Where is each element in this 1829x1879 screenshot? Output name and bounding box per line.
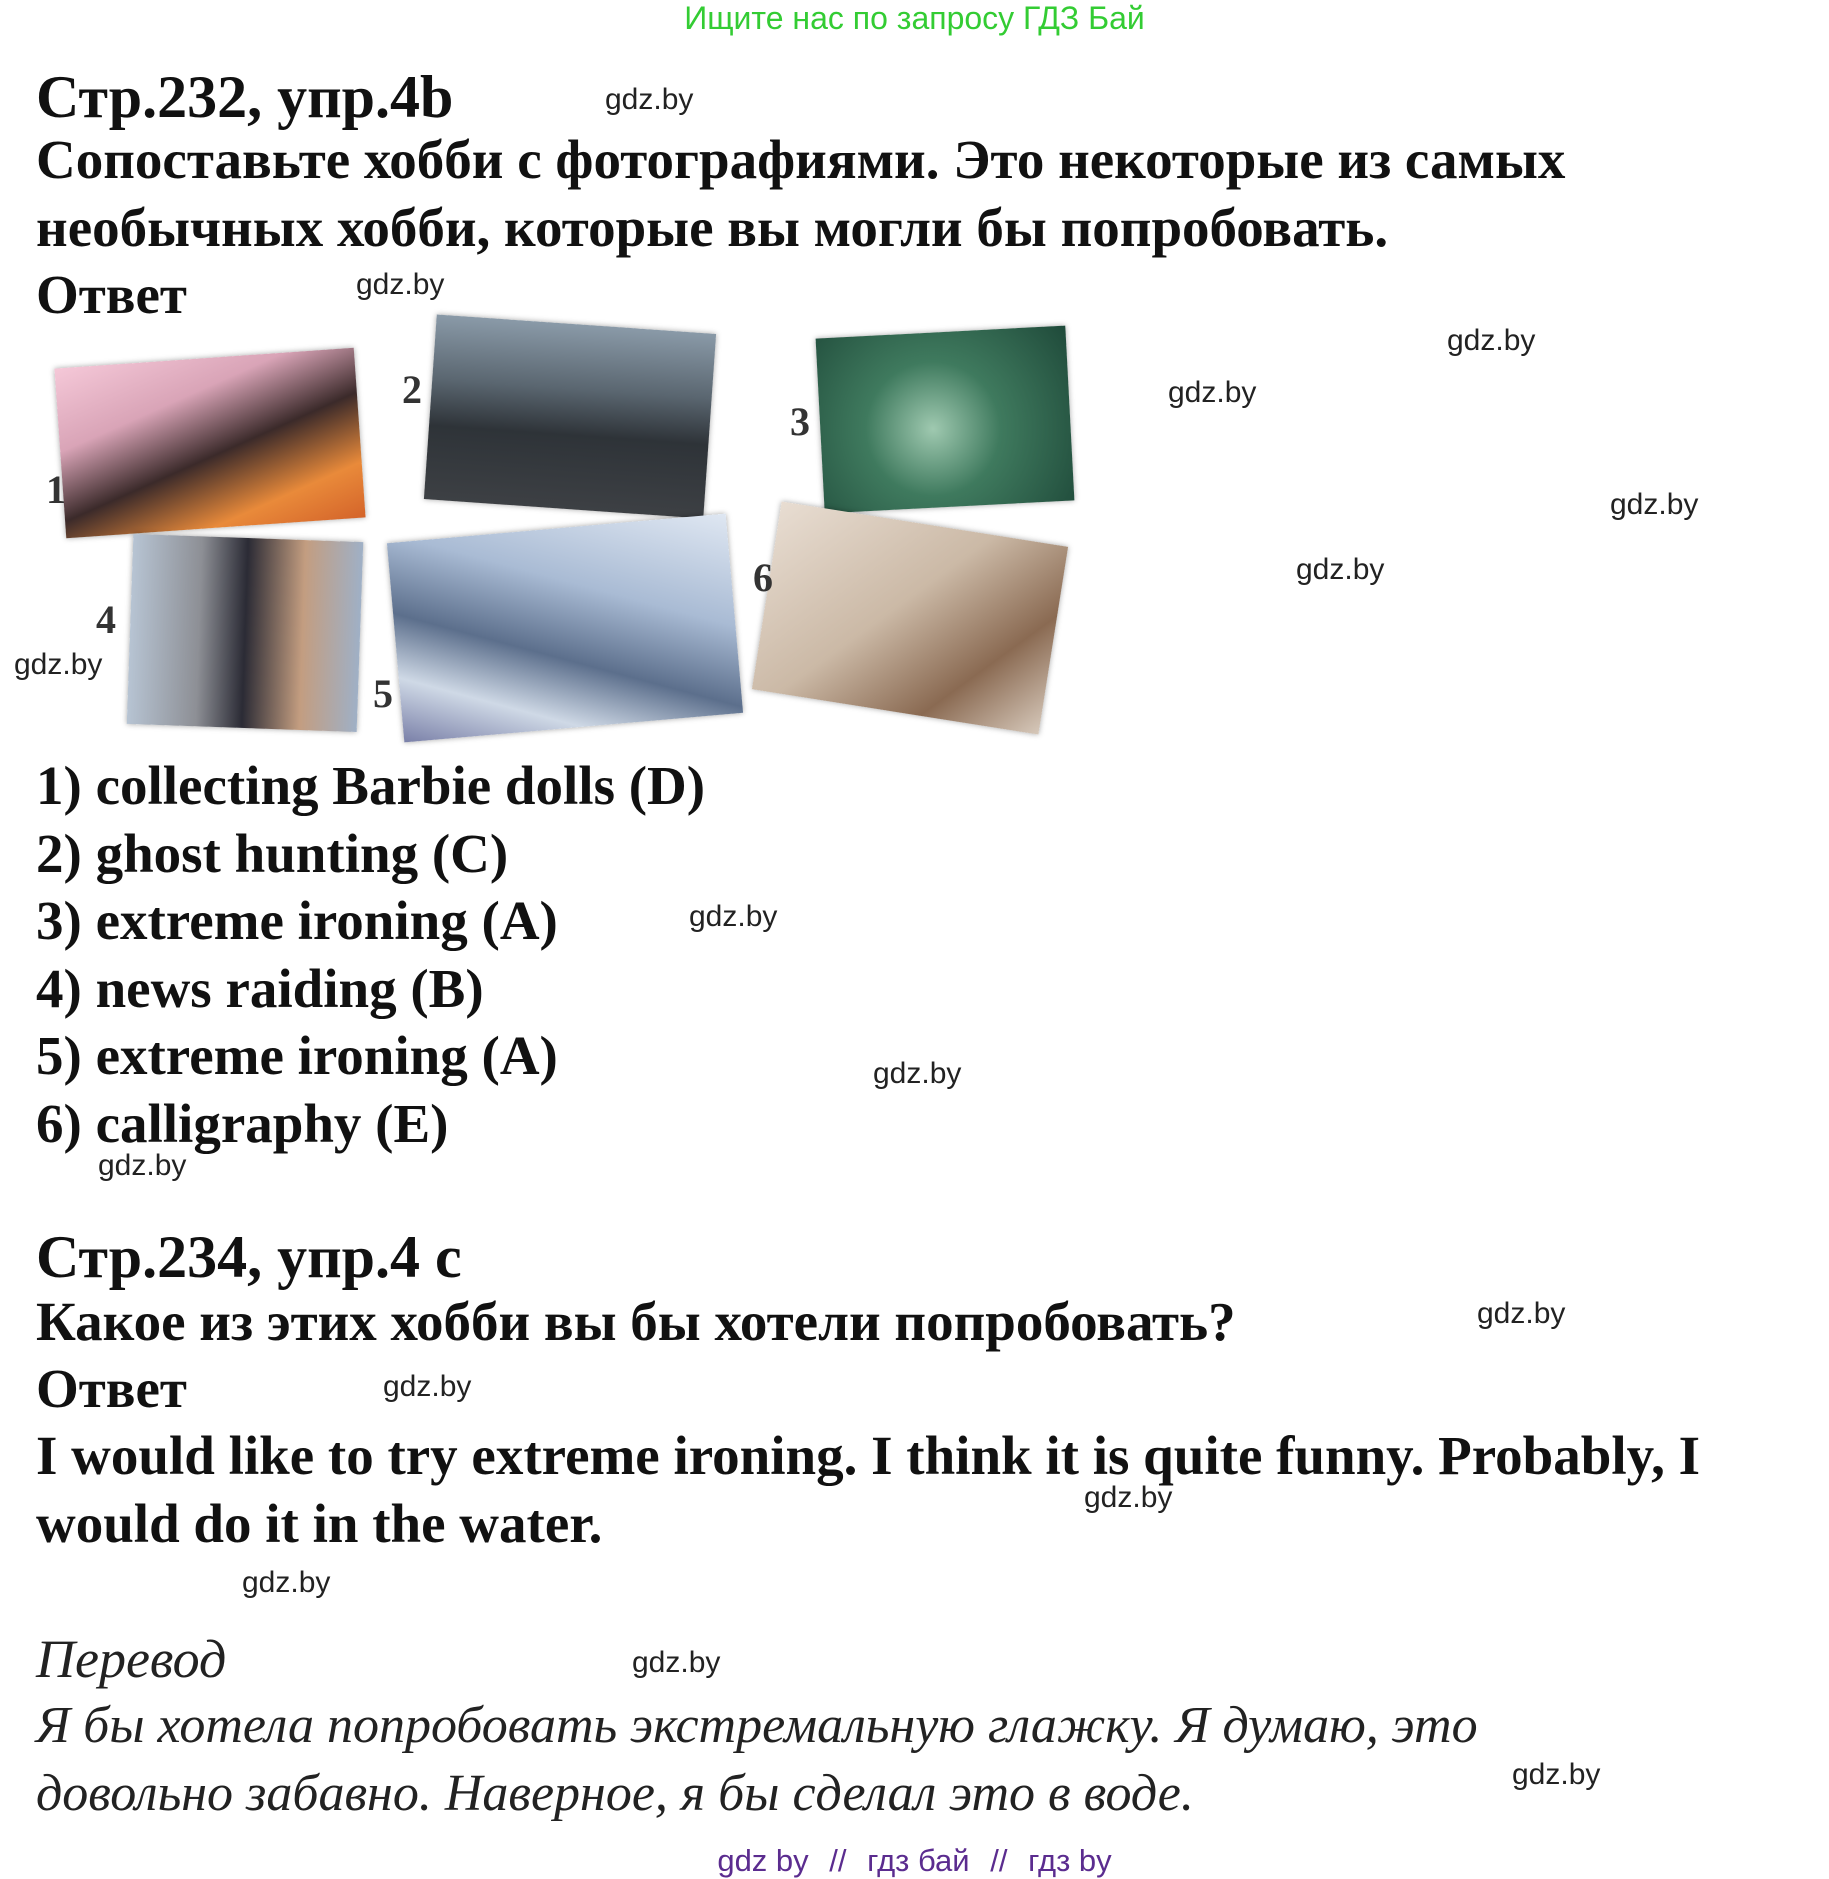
footer-link-gdz-bai[interactable]: гдз бай	[867, 1843, 970, 1878]
section2-answer-label: Ответ	[36, 1358, 187, 1419]
watermark: gdz.by	[605, 83, 694, 116]
watermark: gdz.by	[14, 648, 103, 681]
section2-answer-line-2: would do it in the water.	[36, 1493, 603, 1554]
section2-answer-line-1: I would like to try extreme ironing. I think it is quite funny. Probably, I	[36, 1425, 1700, 1486]
list-item: 1) collecting Barbie dolls (D)	[36, 755, 706, 816]
watermark: gdz.by	[689, 900, 778, 933]
list-item: 5) extreme ironing (A)	[36, 1025, 558, 1086]
photo-number-2: 2	[402, 367, 422, 412]
photo-news-raiding	[127, 534, 363, 732]
watermark: gdz.by	[1512, 1758, 1601, 1791]
watermark: gdz.by	[1168, 376, 1257, 409]
photo-number-1: 1	[46, 467, 66, 512]
footer-link-gdz-by[interactable]: gdz by	[717, 1843, 809, 1878]
photo-barbie-dolls	[54, 348, 365, 539]
footer-separator: //	[990, 1843, 1008, 1878]
list-item: 6) calligraphy (E)	[36, 1092, 449, 1154]
watermark: gdz.by	[356, 268, 445, 301]
photo-number-5: 5	[373, 671, 393, 716]
footer-separator: //	[829, 1843, 847, 1878]
watermark: gdz.by	[383, 1370, 472, 1403]
watermark: gdz.by	[632, 1646, 721, 1679]
watermark: gdz.by	[98, 1149, 187, 1182]
list-item: 4) news raiding (B)	[36, 957, 484, 1019]
watermark: gdz.by	[242, 1566, 331, 1599]
watermark: gdz.by	[1296, 553, 1385, 586]
photo-number-4: 4	[96, 597, 116, 642]
section1-task-line-1: Сопоставьте хобби с фотографиями. Это некоторые из самых	[36, 129, 1566, 190]
photo-number-3: 3	[790, 399, 810, 444]
footer-links	[0, 1843, 1829, 1879]
photo-calligraphy	[752, 501, 1068, 734]
watermark: gdz.by	[1447, 324, 1536, 357]
section1-answer-list	[36, 752, 705, 1157]
watermark: gdz.by	[1084, 1481, 1173, 1514]
section2-title: Стр.234, упр.4 с	[36, 1224, 462, 1290]
photo-skydiving	[387, 514, 743, 743]
section1-task-line-2: необычных хобби, которые вы могли бы попробовать.	[36, 197, 1389, 258]
list-item: 3) extreme ironing (A)	[36, 890, 558, 951]
top-banner[interactable]: Ищите нас по запросу ГДЗ Бай	[684, 0, 1145, 36]
photo-number-6: 6	[753, 555, 773, 600]
photo-underwater-ironing	[816, 326, 1075, 514]
section1-answer-label: Ответ	[36, 264, 187, 325]
photo-haunted-house	[424, 314, 716, 518]
watermark: gdz.by	[1477, 1297, 1566, 1330]
footer-link-gdz-by-cyr[interactable]: гдз by	[1028, 1843, 1112, 1878]
translation-label: Перевод	[36, 1629, 227, 1689]
section2-task: Какое из этих хобби вы бы хотели попробовать?	[36, 1291, 1236, 1352]
section1-title: Стр.232, упр.4b	[36, 64, 454, 130]
watermark: gdz.by	[873, 1057, 962, 1090]
hobby-photo-collage	[40, 318, 1100, 748]
translation-line-2: довольно забавно. Наверное, я бы сделал это в воде.	[36, 1765, 1194, 1822]
watermark: gdz.by	[1610, 488, 1699, 521]
list-item: 2) ghost hunting (C)	[36, 822, 509, 884]
translation-line-1: Я бы хотела попробовать экстремальную глажку. Я думаю, это	[36, 1697, 1478, 1754]
